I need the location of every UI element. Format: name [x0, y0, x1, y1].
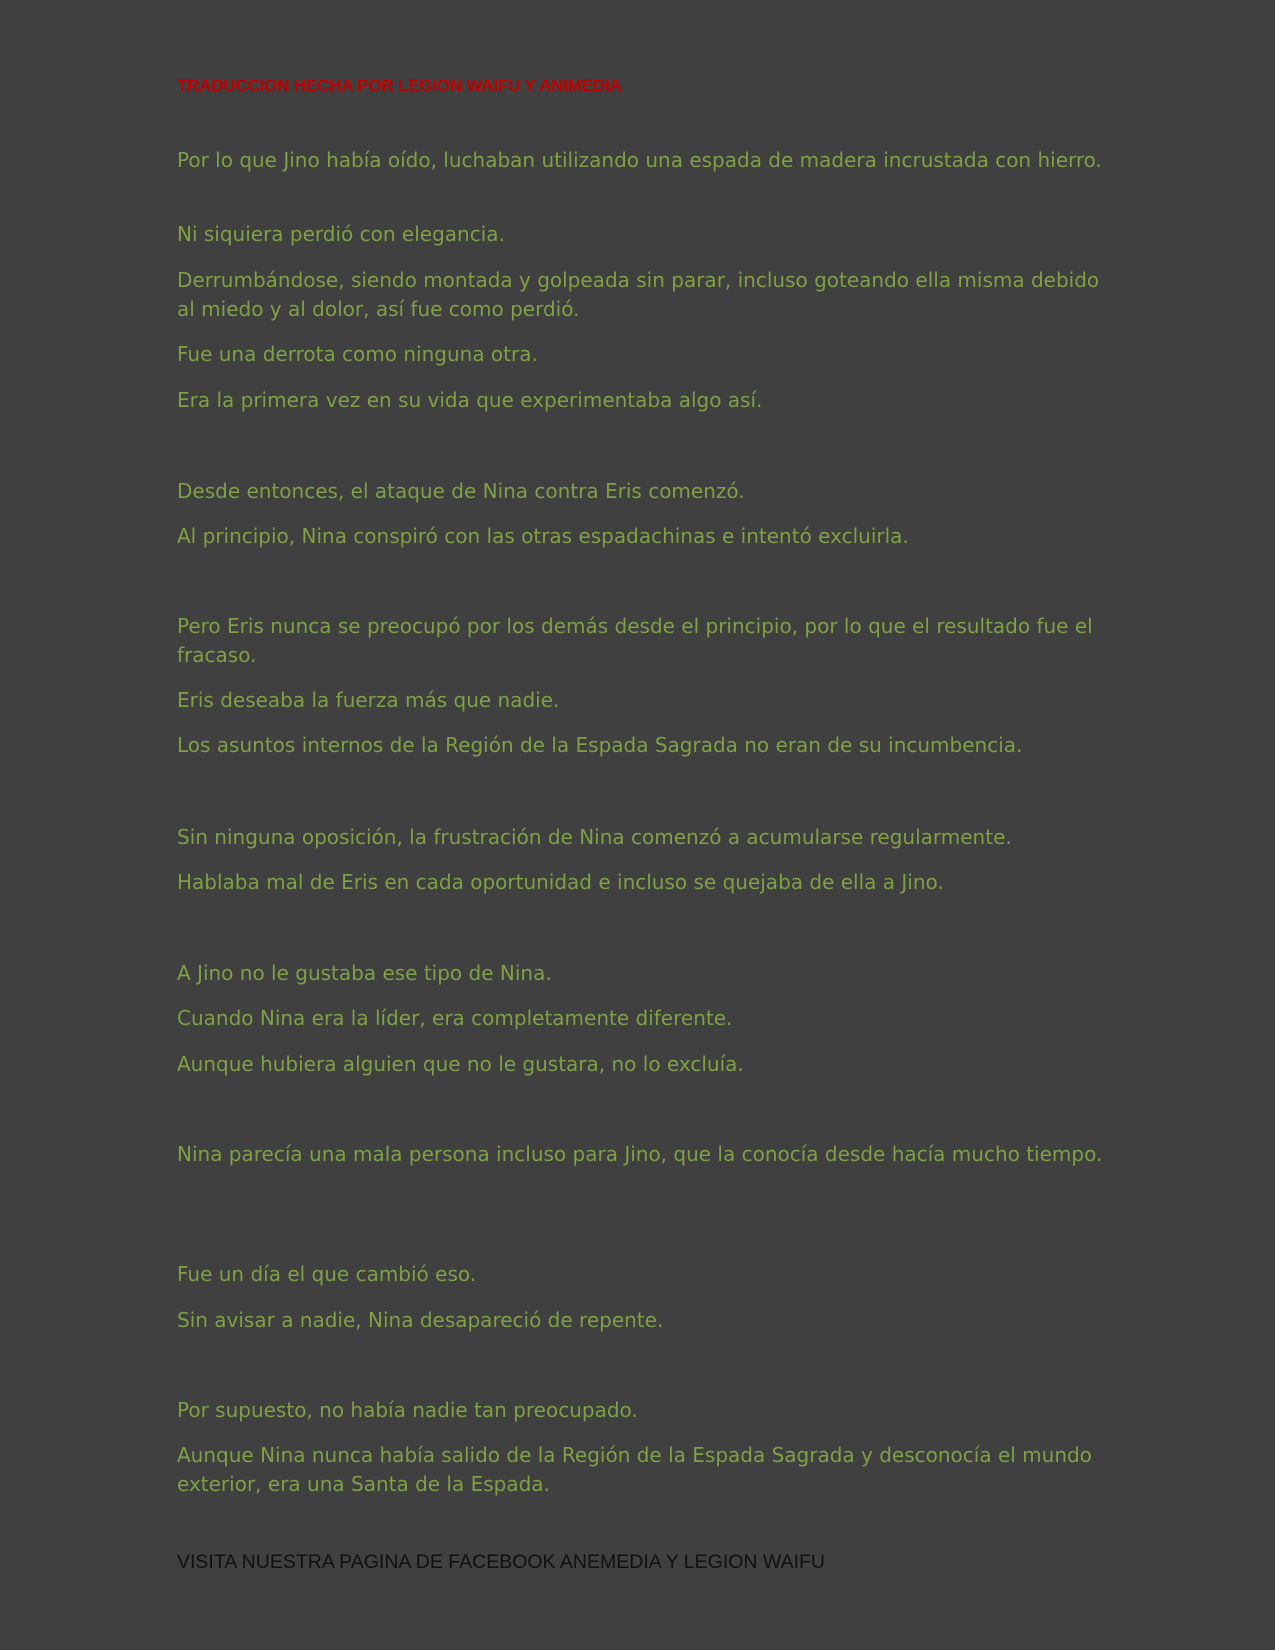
paragraph: Al principio, Nina conspiró con las otras espadachinas e intentó excluirla. [177, 524, 909, 548]
paragraph: A Jino no le gustaba ese tipo de Nina. [177, 961, 552, 985]
paragraph: Aunque hubiera alguien que no le gustara, no lo excluía. [177, 1052, 744, 1076]
paragraph: Sin ninguna oposición, la frustración de Nina comenzó a acumularse regularmente. [177, 825, 1012, 849]
paragraph: Desde entonces, el ataque de Nina contra Eris comenzó. [177, 479, 745, 503]
paragraph: Sin avisar a nadie, Nina desapareció de repente. [177, 1308, 664, 1332]
paragraph: Aunque Nina nunca había salido de la Región de la Espada Sagrada y desconocía el mundo exterior, era una Santa de la Espada. [177, 1443, 1092, 1496]
paragraph: Cuando Nina era la líder, era completamente diferente. [177, 1006, 733, 1030]
translation-credit-header: TRADUCCION HECHA POR LEGION WAIFU Y ANIMEDIA [177, 76, 622, 95]
paragraph: Fue un día el que cambió eso. [177, 1262, 477, 1286]
paragraph: Fue una derrota como ninguna otra. [177, 342, 538, 366]
paragraph: Eris deseaba la fuerza más que nadie. [177, 688, 560, 712]
paragraph: Por supuesto, no había nadie tan preocupado. [177, 1398, 638, 1422]
document-page [177, 0, 1107, 1650]
paragraph: Ni siquiera perdió con elegancia. [177, 222, 505, 246]
paragraph: Era la primera vez en su vida que experimentaba algo así. [177, 388, 763, 412]
facebook-promo-footer: VISITA NUESTRA PAGINA DE FACEBOOK ANEMEDIA Y LEGION WAIFU [177, 1551, 826, 1573]
paragraph: Por lo que Jino había oído, luchaban utilizando una espada de madera incrustada con hierro. [177, 148, 1102, 172]
paragraph: Derrumbándose, siendo montada y golpeada sin parar, incluso goteando ella misma debido al miedo y al dolor, así fue como perdió. [177, 268, 1100, 321]
paragraph: Nina parecía una mala persona incluso para Jino, que la conocía desde hacía mucho tiempo. [177, 1142, 1103, 1166]
paragraph: Pero Eris nunca se preocupó por los demás desde el principio, por lo que el resultado fue el fracaso. [177, 614, 1093, 667]
paragraph: Hablaba mal de Eris en cada oportunidad e incluso se quejaba de ella a Jino. [177, 870, 944, 894]
paragraph: Los asuntos internos de la Región de la Espada Sagrada no eran de su incumbencia. [177, 733, 1023, 757]
